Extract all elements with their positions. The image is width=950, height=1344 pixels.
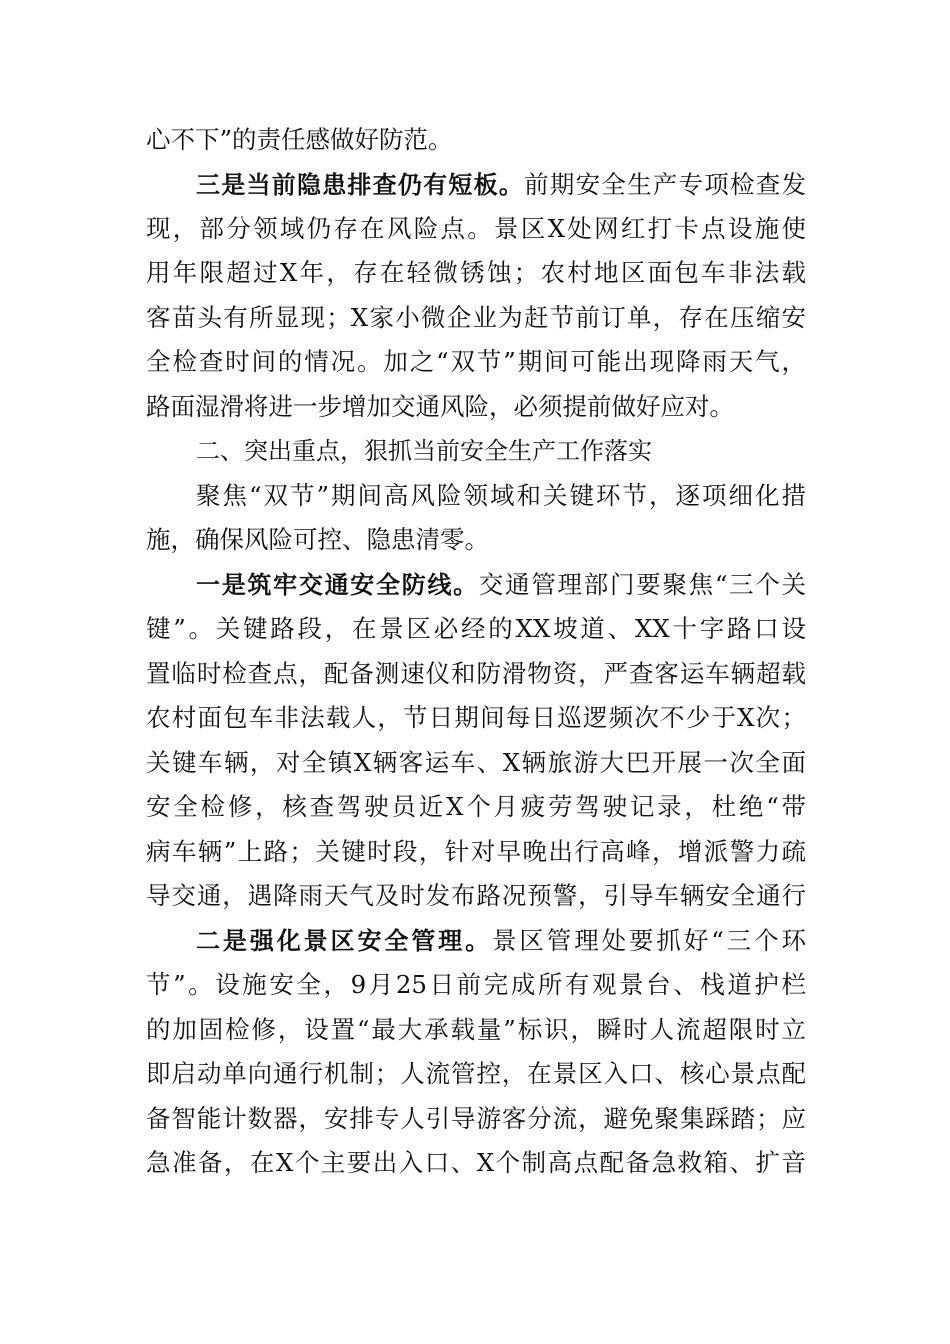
text-line-20	[146, 963, 806, 1007]
line-10-text: 施，确保风险可控、隐患清零。	[146, 525, 489, 554]
line-22-text: 即启动单向通行机制；人流管控，在景区入口、核心景点配	[146, 1059, 806, 1088]
line-19-text: 景区管理处要抓好“三个环	[491, 926, 806, 955]
section-heading-text: 二、突出重点，狠抓当前安全生产工作落实	[196, 437, 652, 465]
line-12-text: 键”。关键路段，在景区必经的XX坡道、XX十字路口设	[146, 614, 806, 643]
text-line-2	[196, 163, 806, 207]
line-3-text: 现，部分领域仍存在风险点。景区X处网红打卡点设施使	[146, 214, 806, 243]
text-line-18	[146, 874, 806, 918]
text-line-5	[146, 296, 806, 340]
line-9-text: 聚焦“双节”期间高风险领域和关键环节，逐项细化措	[196, 481, 806, 510]
text-line-17	[146, 830, 806, 874]
line-7-text: 路面湿滑将进一步增加交通风险，必须提前做好应对。	[146, 392, 734, 421]
line-13-text: 置临时检查点，配备测速仪和防滑物资，严查客运车辆超载	[146, 659, 806, 688]
text-line-1	[146, 118, 806, 162]
text-line-23	[146, 1097, 806, 1141]
text-line-21	[146, 1008, 806, 1052]
line-11-bold-lead: 一是筑牢交通安全防线。	[196, 571, 479, 599]
text-line-6	[146, 340, 806, 384]
line-16-text: 安全检修，核查驾驶员近X个月疲劳驾驶记录，杜绝“带	[146, 792, 806, 821]
line-4-text: 用年限超过X年，存在轻微锈蚀；农村地区面包车非法载	[146, 258, 806, 287]
text-line-10	[146, 518, 806, 562]
text-line-19	[196, 919, 806, 963]
line-15-text: 关键车辆，对全镇X辆客运车、X辆旅游大巴开展一次全面	[146, 748, 806, 777]
line-19-bold-lead: 二是强化景区安全管理。	[196, 927, 492, 955]
text-line-9	[196, 474, 806, 518]
text-line-16	[146, 785, 806, 829]
text-line-15	[146, 741, 806, 785]
line-21-text: 的加固检修，设置“最大承载量”标识，瞬时人流超限时立	[146, 1015, 806, 1044]
line-1-text: 心不下”的责任感做好防范。	[146, 125, 453, 154]
line-18-text: 导交通，遇降雨天气及时发布路况预警，引导车辆安全通行	[146, 881, 806, 910]
text-line-22	[146, 1052, 806, 1096]
text-line-7	[146, 385, 806, 429]
line-20-text: 节”。设施安全，9月25日前完成所有观景台、栈道护栏	[146, 970, 806, 999]
line-5-text: 客苗头有所显现；X家小微企业为赶节前订单，存在压缩安	[146, 303, 806, 332]
line-24-text: 急准备，在X个主要出入口、X个制高点配备急救箱、扩音	[146, 1148, 806, 1177]
text-line-12	[146, 607, 806, 651]
line-11-text: 交通管理部门要聚焦“三个关	[478, 570, 807, 599]
text-line-13	[146, 652, 806, 696]
line-2-bold-lead: 三是当前隐患排查仍有短板。	[196, 171, 525, 199]
line-17-text: 病车辆”上路；关键时段，针对早晚出行高峰，增派警力疏	[146, 837, 806, 866]
text-line-4	[146, 251, 806, 295]
line-6-text: 全检查时间的情况。加之“双节”期间可能出现降雨天气，	[146, 347, 806, 376]
line-14-text: 农村面包车非法载人，节日期间每日巡逻频次不少于X次；	[146, 703, 806, 732]
text-line-14	[146, 696, 806, 740]
text-line-3	[146, 207, 806, 251]
line-23-text: 备智能计数器，安排专人引导游客分流，避免聚集踩踏；应	[146, 1104, 806, 1133]
section-heading	[196, 429, 806, 473]
line-2-text: 前期安全生产专项检查发	[524, 170, 806, 199]
text-line-24	[146, 1141, 806, 1185]
text-line-11	[196, 563, 806, 607]
